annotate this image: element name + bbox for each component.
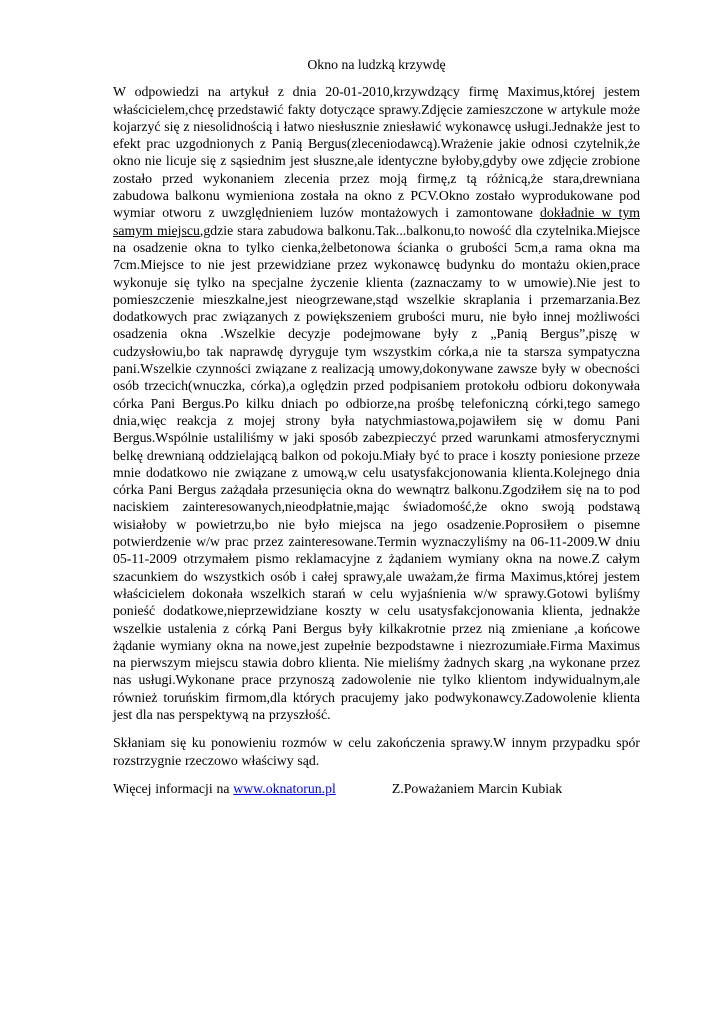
paragraph-main-text-before: W odpowiedzi na artykuł z dnia 20-01-2010,krzywdzący firmę Maximus,której jestem właścicielem,chcę przedstawić fakty dotyczące sprawy.Zdjęcie zamieszczone w artykule może kojarzyć się z niesolidnością i łatwo niesłusznie zniesławić wykonawcę usługi.Jednakże jest to efekt prac uzgodnionych z Panią Bergus(zleceniodawcą).Wrażenie jakie odnosi czytelnik,że okno nie licuje się z sąsiednim jest słuszne,ale identyczne byłoby,gdyby owe zdjęcie zrobione zostało przed wykonaniem zlecenia przez moją firmę,z tą różnicą,że stara,drewniana zabudowa balkonu wymieniona została na okno z PCV.Okno zostało wyprodukowane pod wymiar otworu z uwzględnieniem luzów montażowych i zamontowane xyxy=(113,84,640,221)
footer-prefix-text: Więcej informacji na xyxy=(113,780,234,796)
paragraph-main xyxy=(113,83,640,723)
underlined-phrase: dokładnie w tym samym miejscu xyxy=(113,205,640,238)
website-link[interactable]: www.oknatorun.pl xyxy=(233,780,336,796)
signature-text: Z.Poważaniem Marcin Kubiak xyxy=(391,780,563,796)
document-title: Okno na ludzką krzywdę xyxy=(307,57,446,72)
paragraph-closing: Skłaniam się ku ponowieniu rozmów w celu zakończenia sprawy.W innym przypadku spór rozstrzygnie rzeczowo właściwy sąd. xyxy=(113,735,640,768)
paragraph-main-text-after: ,gdzie stara zabudowa balkonu.Tak...balkonu,to nowość dla czytelnika.Miejsce na osadzenie okna to tylko cienka,żelbetonowa ścianka o grubości 5cm,a rama okna ma 7cm.Miejsce to nie jest przewidziane przez wykonawcę budynku do montażu okien,prace wykonuje się tylko na specjalne życzenie klienta (zaznaczamy to w umowie).Nie jest to pomieszczenie mieszkalne,jest nieogrzewane,stąd wszelkie skraplania i przemarzania.Bez dodatkowych prac związanych z powiększeniem grubości muru, nie było innej możliwości osadzenia okna .Wszelkie decyzje podejmowane były z „Panią Bergus”,piszę w cudzysłowiu,bo tak naprawdę dyryguje tym wszystkim córka,a nie ta starsza sympatyczna pani.Wszelkie czynności związane z realizacją umowy,dokonywane zawsze były w obecności osób trzecich(wnuczka, córka),a oględzin przed podpisaniem protokołu odbioru dokonywała córka Pani Bergus.Po kilku dniach po odbiorze,na prośbę telefoniczną córki,tego samego dnia,więc reakcja z mojej strony była natychmiastowa,pojawiłem się w domu Pani Bergus.Wspólnie ustaliliśmy w jaki sposób zabezpieczyć przed warunkami atmosferycznymi belkę drewnianą oddzielającą balkon od pokoju.Miały być to prace i koszty poniesione przeze mnie dodatkowo nie związane z umową,w celu usatysfakcjonowania klienta.Kolejnego dnia córka Pani Bergus zażądała przesunięcia okna do wewnątrz balkonu.Zgodziłem się na to pod naciskiem zainteresowanych,nieodpłatnie,mając świadomość,że okno swoją podstawą wisiałoby w powietrzu,bo nie było miejsca na jego osadzenie.Poprosiłem o pisemne potwierdzenie w/w prac przez zainteresowane.Termin wyznaczyliśmy na 06-11-2009.W dniu 05-11-2009 otrzymałem pismo reklamacyjne z żądaniem wymiany okna na nowe.Z całym szacunkiem do wszystkich osób i całej sprawy,ale uważam,że firma Maximus,której jestem właścicielem dokonała wszelkich starań w celu wyjaśnienia w/w sprawy.Gotowi byliśmy ponieść dodatkowe,nieprzewidziane koszty w celu usatysfakcjonowania klienta, jednakże wszelkie ustalenia z córką Pani Bergus były kilkakrotnie przez nią zmieniane ,a końcowe żądanie wymiany okna na nowe,jest zupełnie bezpodstawne i niezrozumiałe.Firma Maximus na pierwszym miejscu stawia dobro klienta. Nie mieliśmy żadnych skarg ,na wykonane przez nas usługi.Wykonane prace przynoszą zadowolenie nie tylko klientom indywidualnym,ale również toruńskim firmom,dla których pracujemy jako podwykonawcy.Zadowolenie klienta jest dla nas perspektywą na przyszłość. xyxy=(113,222,640,722)
footer-line xyxy=(113,780,640,797)
